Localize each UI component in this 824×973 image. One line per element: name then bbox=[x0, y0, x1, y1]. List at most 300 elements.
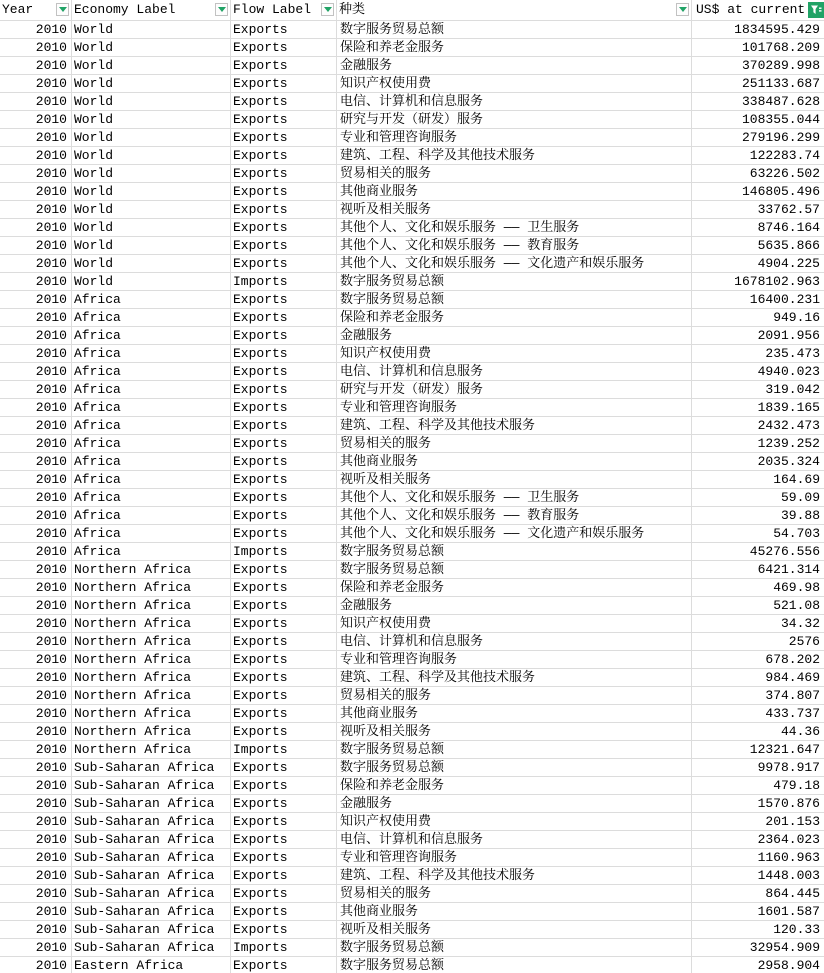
cell-flow[interactable]: Exports bbox=[231, 129, 337, 146]
cell-value[interactable]: 251133.687 bbox=[741, 76, 820, 91]
cell-category[interactable]: 建筑、工程、科学及其他技术服务 bbox=[337, 147, 692, 164]
table-row bbox=[0, 147, 824, 165]
cell-economy[interactable]: Sub-Saharan Africa bbox=[72, 831, 231, 848]
cell-flow[interactable]: Exports bbox=[231, 417, 337, 434]
cell-value[interactable]: 479.18 bbox=[773, 778, 820, 793]
cell-year[interactable]: 2010 bbox=[0, 363, 72, 380]
cell-category[interactable]: 保险和养老金服务 bbox=[337, 39, 692, 56]
cell-economy[interactable]: Northern Africa bbox=[72, 651, 231, 668]
cell-value[interactable]: 374.807 bbox=[765, 688, 820, 703]
table-row bbox=[0, 795, 824, 813]
cell-flow[interactable]: Exports bbox=[231, 327, 337, 344]
cell-flow[interactable]: Exports bbox=[231, 345, 337, 362]
header-label-economy: Economy Label bbox=[74, 2, 176, 17]
cell-flow[interactable]: Exports bbox=[231, 219, 337, 236]
cell-year[interactable]: 2010 bbox=[0, 75, 72, 92]
cell-flow[interactable]: Exports bbox=[231, 597, 337, 614]
cell-year[interactable]: 2010 bbox=[0, 597, 72, 614]
cell-category[interactable]: 数字服务贸易总额 bbox=[337, 543, 692, 560]
table-row bbox=[0, 75, 824, 93]
cell-flow[interactable]: Exports bbox=[231, 471, 337, 488]
cell-flow[interactable]: Exports bbox=[231, 759, 337, 776]
cell-economy[interactable]: Africa bbox=[72, 489, 231, 506]
cell-value[interactable]: 59.09 bbox=[780, 490, 820, 505]
cell-value[interactable]: 45276.556 bbox=[749, 544, 820, 559]
cell-flow[interactable]: Exports bbox=[231, 903, 337, 920]
cell-year[interactable]: 2010 bbox=[0, 93, 72, 110]
value-filter-active-icon[interactable] bbox=[808, 2, 824, 18]
table-row bbox=[0, 957, 824, 973]
cell-economy[interactable]: Africa bbox=[72, 345, 231, 362]
cell-value[interactable]: 2091.956 bbox=[757, 328, 820, 343]
cell-value[interactable]: 2432.473 bbox=[757, 418, 820, 433]
cell-year[interactable]: 2010 bbox=[0, 885, 72, 902]
cell-value[interactable]: 1834595.429 bbox=[734, 22, 820, 37]
cell-economy[interactable]: Africa bbox=[72, 399, 231, 416]
cell-economy[interactable]: Northern Africa bbox=[72, 687, 231, 704]
cell-economy[interactable]: World bbox=[72, 255, 231, 272]
cell-category[interactable]: 保险和养老金服务 bbox=[337, 309, 692, 326]
cell-flow[interactable]: Exports bbox=[231, 777, 337, 794]
table-row bbox=[0, 399, 824, 417]
economy-filter-dropdown-icon[interactable] bbox=[215, 3, 228, 16]
cell-category[interactable]: 其他个人、文化和娱乐服务 —— 卫生服务 bbox=[337, 489, 692, 506]
cell-flow[interactable]: Exports bbox=[231, 813, 337, 830]
cell-flow[interactable]: Imports bbox=[231, 741, 337, 758]
header-cell-economy-label[interactable] bbox=[72, 0, 231, 20]
cell-category[interactable]: 专业和管理咨询服务 bbox=[337, 399, 692, 416]
cell-category[interactable]: 金融服务 bbox=[337, 795, 692, 812]
cell-year[interactable]: 2010 bbox=[0, 273, 72, 290]
cell-economy[interactable]: Sub-Saharan Africa bbox=[72, 921, 231, 938]
cell-value[interactable]: 521.08 bbox=[773, 598, 820, 613]
cell-year[interactable]: 2010 bbox=[0, 579, 72, 596]
cell-value[interactable]: 2364.023 bbox=[757, 832, 820, 847]
cell-flow[interactable]: Exports bbox=[231, 381, 337, 398]
cell-value[interactable]: 63226.502 bbox=[749, 166, 820, 181]
table-row bbox=[0, 129, 824, 147]
cell-value[interactable]: 201.153 bbox=[765, 814, 820, 829]
cell-flow[interactable]: Exports bbox=[231, 849, 337, 866]
cell-flow[interactable]: Exports bbox=[231, 165, 337, 182]
cell-value[interactable]: 122283.74 bbox=[749, 148, 820, 163]
cell-economy[interactable]: World bbox=[72, 93, 231, 110]
cell-category[interactable]: 视听及相关服务 bbox=[337, 201, 692, 218]
cell-category[interactable]: 数字服务贸易总额 bbox=[337, 759, 692, 776]
cell-category[interactable]: 金融服务 bbox=[337, 327, 692, 344]
cell-flow[interactable]: Exports bbox=[231, 201, 337, 218]
cell-year[interactable]: 2010 bbox=[0, 939, 72, 956]
cell-value[interactable]: 34.32 bbox=[780, 616, 820, 631]
cell-category[interactable]: 知识产权使用费 bbox=[337, 75, 692, 92]
cell-year[interactable]: 2010 bbox=[0, 21, 72, 38]
cell-year[interactable]: 2010 bbox=[0, 471, 72, 488]
cell-economy[interactable]: Africa bbox=[72, 543, 231, 560]
flow-filter-dropdown-icon[interactable] bbox=[321, 3, 334, 16]
cell-year[interactable]: 2010 bbox=[0, 201, 72, 218]
cell-flow[interactable]: Exports bbox=[231, 795, 337, 812]
cell-year[interactable]: 2010 bbox=[0, 327, 72, 344]
table-row bbox=[0, 39, 824, 57]
cell-flow[interactable]: Exports bbox=[231, 705, 337, 722]
cell-economy[interactable]: Northern Africa bbox=[72, 633, 231, 650]
cell-economy[interactable]: Northern Africa bbox=[72, 561, 231, 578]
cell-category[interactable]: 研究与开发（研发）服务 bbox=[337, 381, 692, 398]
cell-category[interactable]: 专业和管理咨询服务 bbox=[337, 849, 692, 866]
cell-value[interactable]: 1448.003 bbox=[757, 868, 820, 883]
cell-category[interactable]: 贸易相关的服务 bbox=[337, 885, 692, 902]
cell-year[interactable]: 2010 bbox=[0, 435, 72, 452]
cell-value[interactable]: 984.469 bbox=[765, 670, 820, 685]
cell-year[interactable]: 2010 bbox=[0, 633, 72, 650]
cell-flow[interactable]: Exports bbox=[231, 561, 337, 578]
cell-year[interactable]: 2010 bbox=[0, 705, 72, 722]
cell-year[interactable]: 2010 bbox=[0, 129, 72, 146]
cell-category[interactable]: 数字服务贸易总额 bbox=[337, 939, 692, 956]
cell-value[interactable]: 864.445 bbox=[765, 886, 820, 901]
cell-year[interactable]: 2010 bbox=[0, 39, 72, 56]
table-row bbox=[0, 21, 824, 39]
cell-flow[interactable]: Exports bbox=[231, 237, 337, 254]
cell-flow[interactable]: Imports bbox=[231, 939, 337, 956]
cell-economy[interactable]: Africa bbox=[72, 471, 231, 488]
cell-value[interactable]: 1601.587 bbox=[757, 904, 820, 919]
cell-economy[interactable]: World bbox=[72, 183, 231, 200]
cell-economy[interactable]: Northern Africa bbox=[72, 723, 231, 740]
cell-value[interactable]: 146805.496 bbox=[741, 184, 820, 199]
cell-value[interactable]: 2958.904 bbox=[757, 958, 820, 973]
table-row bbox=[0, 183, 824, 201]
cell-value[interactable]: 319.042 bbox=[765, 382, 820, 397]
cell-value[interactable]: 279196.299 bbox=[741, 130, 820, 145]
cell-economy[interactable]: World bbox=[72, 75, 231, 92]
cell-year[interactable]: 2010 bbox=[0, 723, 72, 740]
cell-year[interactable]: 2010 bbox=[0, 651, 72, 668]
cell-value[interactable]: 5635.866 bbox=[757, 238, 820, 253]
cell-value[interactable]: 164.69 bbox=[773, 472, 820, 487]
cell-year[interactable]: 2010 bbox=[0, 507, 72, 524]
cell-category[interactable]: 其他个人、文化和娱乐服务 —— 教育服务 bbox=[337, 507, 692, 524]
cell-category[interactable]: 知识产权使用费 bbox=[337, 615, 692, 632]
cell-economy[interactable]: Africa bbox=[72, 417, 231, 434]
cell-year[interactable]: 2010 bbox=[0, 561, 72, 578]
cell-category[interactable]: 贸易相关的服务 bbox=[337, 687, 692, 704]
cell-flow[interactable]: Exports bbox=[231, 687, 337, 704]
cell-flow[interactable]: Exports bbox=[231, 885, 337, 902]
cell-flow[interactable]: Exports bbox=[231, 21, 337, 38]
cell-flow[interactable]: Exports bbox=[231, 255, 337, 272]
cell-flow[interactable]: Imports bbox=[231, 543, 337, 560]
cell-year[interactable]: 2010 bbox=[0, 903, 72, 920]
cell-economy[interactable]: World bbox=[72, 39, 231, 56]
cell-economy[interactable]: Sub-Saharan Africa bbox=[72, 939, 231, 956]
cell-economy[interactable]: Eastern Africa bbox=[72, 957, 231, 973]
cell-year[interactable]: 2010 bbox=[0, 543, 72, 560]
header-cell-year[interactable] bbox=[0, 0, 72, 20]
cell-economy[interactable]: World bbox=[72, 219, 231, 236]
cell-category[interactable]: 建筑、工程、科学及其他技术服务 bbox=[337, 669, 692, 686]
cell-economy[interactable]: Sub-Saharan Africa bbox=[72, 867, 231, 884]
cell-value[interactable]: 108355.044 bbox=[741, 112, 820, 127]
cell-flow[interactable]: Exports bbox=[231, 525, 337, 542]
cell-economy[interactable]: Africa bbox=[72, 435, 231, 452]
cell-category[interactable]: 专业和管理咨询服务 bbox=[337, 129, 692, 146]
cell-value[interactable]: 949.16 bbox=[773, 310, 820, 325]
cell-economy[interactable]: World bbox=[72, 21, 231, 38]
cell-economy[interactable]: Sub-Saharan Africa bbox=[72, 759, 231, 776]
cell-economy[interactable]: Sub-Saharan Africa bbox=[72, 777, 231, 794]
cell-flow[interactable]: Exports bbox=[231, 57, 337, 74]
table-row bbox=[0, 489, 824, 507]
cell-category[interactable]: 数字服务贸易总额 bbox=[337, 741, 692, 758]
cell-economy[interactable]: Sub-Saharan Africa bbox=[72, 813, 231, 830]
cell-economy[interactable]: Northern Africa bbox=[72, 741, 231, 758]
header-cell-value[interactable] bbox=[692, 0, 824, 20]
cell-economy[interactable]: Northern Africa bbox=[72, 597, 231, 614]
table-row bbox=[0, 525, 824, 543]
cell-category[interactable]: 数字服务贸易总额 bbox=[337, 21, 692, 38]
cell-value[interactable]: 2035.324 bbox=[757, 454, 820, 469]
table-row bbox=[0, 813, 824, 831]
cell-year[interactable]: 2010 bbox=[0, 525, 72, 542]
cell-economy[interactable]: Northern Africa bbox=[72, 615, 231, 632]
dropdown-arrow-icon bbox=[679, 7, 687, 12]
cell-value[interactable]: 469.98 bbox=[773, 580, 820, 595]
cell-category[interactable]: 其他个人、文化和娱乐服务 —— 文化遗产和娱乐服务 bbox=[337, 525, 692, 542]
cell-economy[interactable]: World bbox=[72, 147, 231, 164]
cell-economy[interactable]: Sub-Saharan Africa bbox=[72, 885, 231, 902]
cell-economy[interactable]: Northern Africa bbox=[72, 669, 231, 686]
cell-flow[interactable]: Exports bbox=[231, 399, 337, 416]
cell-flow[interactable]: Exports bbox=[231, 867, 337, 884]
category-filter-dropdown-icon[interactable] bbox=[676, 3, 689, 16]
cell-year[interactable]: 2010 bbox=[0, 147, 72, 164]
table-row bbox=[0, 903, 824, 921]
cell-flow[interactable]: Exports bbox=[231, 633, 337, 650]
cell-year[interactable]: 2010 bbox=[0, 867, 72, 884]
table-row bbox=[0, 111, 824, 129]
cell-value[interactable]: 1839.165 bbox=[757, 400, 820, 415]
cell-economy[interactable]: Africa bbox=[72, 327, 231, 344]
cell-category[interactable]: 专业和管理咨询服务 bbox=[337, 651, 692, 668]
table-row bbox=[0, 849, 824, 867]
cell-value[interactable]: 33762.57 bbox=[757, 202, 820, 217]
cell-flow[interactable]: Exports bbox=[231, 489, 337, 506]
cell-value[interactable]: 678.202 bbox=[765, 652, 820, 667]
table-row bbox=[0, 273, 824, 291]
header-cell-category[interactable] bbox=[337, 0, 692, 20]
cell-value[interactable]: 1160.963 bbox=[757, 850, 820, 865]
cell-category[interactable]: 视听及相关服务 bbox=[337, 471, 692, 488]
cell-year[interactable]: 2010 bbox=[0, 777, 72, 794]
cell-value[interactable]: 338487.628 bbox=[741, 94, 820, 109]
cell-category[interactable]: 电信、计算机和信息服务 bbox=[337, 633, 692, 650]
cell-economy[interactable]: Sub-Saharan Africa bbox=[72, 903, 231, 920]
cell-year[interactable]: 2010 bbox=[0, 615, 72, 632]
cell-category[interactable]: 建筑、工程、科学及其他技术服务 bbox=[337, 417, 692, 434]
cell-flow[interactable]: Exports bbox=[231, 921, 337, 938]
cell-economy[interactable]: World bbox=[72, 273, 231, 290]
cell-value[interactable]: 44.36 bbox=[780, 724, 820, 739]
header-cell-flow-label[interactable] bbox=[231, 0, 337, 20]
cell-flow[interactable]: Exports bbox=[231, 651, 337, 668]
cell-value[interactable]: 2576 bbox=[788, 634, 820, 649]
table-row bbox=[0, 597, 824, 615]
cell-category[interactable]: 研究与开发（研发）服务 bbox=[337, 111, 692, 128]
cell-category[interactable]: 其他个人、文化和娱乐服务 —— 教育服务 bbox=[337, 237, 692, 254]
cell-year[interactable]: 2010 bbox=[0, 795, 72, 812]
cell-category[interactable]: 数字服务贸易总额 bbox=[337, 561, 692, 578]
table-row bbox=[0, 939, 824, 957]
cell-year[interactable]: 2010 bbox=[0, 381, 72, 398]
cell-economy[interactable]: World bbox=[72, 165, 231, 182]
cell-flow[interactable]: Exports bbox=[231, 75, 337, 92]
cell-economy[interactable]: Africa bbox=[72, 525, 231, 542]
cell-category[interactable]: 数字服务贸易总额 bbox=[337, 273, 692, 290]
cell-year[interactable]: 2010 bbox=[0, 255, 72, 272]
cell-year[interactable]: 2010 bbox=[0, 111, 72, 128]
cell-economy[interactable]: World bbox=[72, 129, 231, 146]
cell-economy[interactable]: Sub-Saharan Africa bbox=[72, 849, 231, 866]
cell-year[interactable]: 2010 bbox=[0, 849, 72, 866]
cell-flow[interactable]: Exports bbox=[231, 93, 337, 110]
table-row bbox=[0, 219, 824, 237]
cell-value[interactable]: 101768.209 bbox=[741, 40, 820, 55]
cell-category[interactable]: 其他商业服务 bbox=[337, 705, 692, 722]
cell-year[interactable]: 2010 bbox=[0, 165, 72, 182]
cell-economy[interactable]: Africa bbox=[72, 291, 231, 308]
cell-value[interactable]: 1570.876 bbox=[757, 796, 820, 811]
cell-year[interactable]: 2010 bbox=[0, 669, 72, 686]
cell-flow[interactable]: Exports bbox=[231, 183, 337, 200]
cell-value[interactable]: 6421.314 bbox=[757, 562, 820, 577]
cell-year[interactable]: 2010 bbox=[0, 921, 72, 938]
cell-flow[interactable]: Exports bbox=[231, 507, 337, 524]
cell-economy[interactable]: World bbox=[72, 111, 231, 128]
cell-year[interactable]: 2010 bbox=[0, 399, 72, 416]
cell-value[interactable]: 370289.998 bbox=[741, 58, 820, 73]
cell-flow[interactable]: Exports bbox=[231, 291, 337, 308]
cell-category[interactable]: 电信、计算机和信息服务 bbox=[337, 831, 692, 848]
cell-value[interactable]: 16400.231 bbox=[749, 292, 820, 307]
cell-category[interactable]: 其他商业服务 bbox=[337, 903, 692, 920]
cell-category[interactable]: 建筑、工程、科学及其他技术服务 bbox=[337, 867, 692, 884]
cell-economy[interactable]: Northern Africa bbox=[72, 705, 231, 722]
cell-category[interactable]: 知识产权使用费 bbox=[337, 813, 692, 830]
cell-category[interactable]: 其他商业服务 bbox=[337, 183, 692, 200]
cell-flow[interactable]: Exports bbox=[231, 39, 337, 56]
cell-value[interactable]: 1678102.963 bbox=[734, 274, 820, 289]
cell-flow[interactable]: Imports bbox=[231, 273, 337, 290]
cell-category[interactable]: 金融服务 bbox=[337, 597, 692, 614]
cell-year[interactable]: 2010 bbox=[0, 417, 72, 434]
cell-year[interactable]: 2010 bbox=[0, 345, 72, 362]
cell-economy[interactable]: Northern Africa bbox=[72, 579, 231, 596]
cell-flow[interactable]: Exports bbox=[231, 579, 337, 596]
cell-flow[interactable]: Exports bbox=[231, 435, 337, 452]
cell-category[interactable]: 贸易相关的服务 bbox=[337, 435, 692, 452]
cell-category[interactable]: 其他个人、文化和娱乐服务 —— 卫生服务 bbox=[337, 219, 692, 236]
cell-year[interactable]: 2010 bbox=[0, 687, 72, 704]
header-label-year: Year bbox=[2, 2, 34, 17]
cell-flow[interactable]: Exports bbox=[231, 669, 337, 686]
year-filter-dropdown-icon[interactable] bbox=[56, 3, 69, 16]
cell-flow[interactable]: Exports bbox=[231, 615, 337, 632]
cell-category[interactable]: 保险和养老金服务 bbox=[337, 777, 692, 794]
cell-category[interactable]: 电信、计算机和信息服务 bbox=[337, 93, 692, 110]
cell-value[interactable]: 1239.252 bbox=[757, 436, 820, 451]
cell-value[interactable]: 32954.909 bbox=[749, 940, 820, 955]
cell-flow[interactable]: Exports bbox=[231, 309, 337, 326]
cell-value[interactable]: 8746.164 bbox=[757, 220, 820, 235]
cell-year[interactable]: 2010 bbox=[0, 453, 72, 470]
cell-value[interactable]: 235.473 bbox=[765, 346, 820, 361]
cell-year[interactable]: 2010 bbox=[0, 831, 72, 848]
cell-economy[interactable]: Africa bbox=[72, 363, 231, 380]
cell-category[interactable]: 电信、计算机和信息服务 bbox=[337, 363, 692, 380]
cell-year[interactable]: 2010 bbox=[0, 957, 72, 973]
cell-value[interactable]: 54.703 bbox=[773, 526, 820, 541]
cell-year[interactable]: 2010 bbox=[0, 309, 72, 326]
cell-economy[interactable]: Africa bbox=[72, 381, 231, 398]
cell-category[interactable]: 数字服务贸易总额 bbox=[337, 291, 692, 308]
cell-year[interactable]: 2010 bbox=[0, 183, 72, 200]
cell-economy[interactable]: Sub-Saharan Africa bbox=[72, 795, 231, 812]
cell-flow[interactable]: Exports bbox=[231, 723, 337, 740]
cell-value[interactable]: 120.33 bbox=[773, 922, 820, 937]
cell-year[interactable]: 2010 bbox=[0, 57, 72, 74]
cell-year[interactable]: 2010 bbox=[0, 741, 72, 758]
cell-value[interactable]: 4940.023 bbox=[757, 364, 820, 379]
cell-value[interactable]: 9978.917 bbox=[757, 760, 820, 775]
cell-economy[interactable]: World bbox=[72, 237, 231, 254]
cell-category[interactable]: 视听及相关服务 bbox=[337, 723, 692, 740]
cell-category[interactable]: 视听及相关服务 bbox=[337, 921, 692, 938]
cell-economy[interactable]: Africa bbox=[72, 309, 231, 326]
table-row bbox=[0, 237, 824, 255]
cell-flow[interactable]: Exports bbox=[231, 363, 337, 380]
cell-flow[interactable]: Exports bbox=[231, 453, 337, 470]
cell-flow[interactable]: Exports bbox=[231, 147, 337, 164]
table-row bbox=[0, 201, 824, 219]
cell-year[interactable]: 2010 bbox=[0, 813, 72, 830]
cell-category[interactable]: 其他个人、文化和娱乐服务 —— 文化遗产和娱乐服务 bbox=[337, 255, 692, 272]
cell-year[interactable]: 2010 bbox=[0, 489, 72, 506]
cell-year[interactable]: 2010 bbox=[0, 219, 72, 236]
cell-year[interactable]: 2010 bbox=[0, 237, 72, 254]
cell-category[interactable]: 保险和养老金服务 bbox=[337, 579, 692, 596]
cell-year[interactable]: 2010 bbox=[0, 291, 72, 308]
cell-year[interactable]: 2010 bbox=[0, 759, 72, 776]
cell-category[interactable]: 金融服务 bbox=[337, 57, 692, 74]
cell-category[interactable]: 数字服务贸易总额 bbox=[337, 957, 692, 973]
funnel-icon bbox=[810, 4, 822, 16]
cell-economy[interactable]: World bbox=[72, 201, 231, 218]
cell-value[interactable]: 4904.225 bbox=[757, 256, 820, 271]
cell-category[interactable]: 贸易相关的服务 bbox=[337, 165, 692, 182]
cell-value[interactable]: 39.88 bbox=[780, 508, 820, 523]
cell-economy[interactable]: Africa bbox=[72, 507, 231, 524]
cell-category[interactable]: 知识产权使用费 bbox=[337, 345, 692, 362]
cell-value[interactable]: 433.737 bbox=[765, 706, 820, 721]
cell-economy[interactable]: World bbox=[72, 57, 231, 74]
cell-flow[interactable]: Exports bbox=[231, 111, 337, 128]
cell-value[interactable]: 12321.647 bbox=[749, 742, 820, 757]
cell-flow[interactable]: Exports bbox=[231, 831, 337, 848]
cell-flow[interactable]: Exports bbox=[231, 957, 337, 973]
cell-category[interactable]: 其他商业服务 bbox=[337, 453, 692, 470]
cell-economy[interactable]: Africa bbox=[72, 453, 231, 470]
